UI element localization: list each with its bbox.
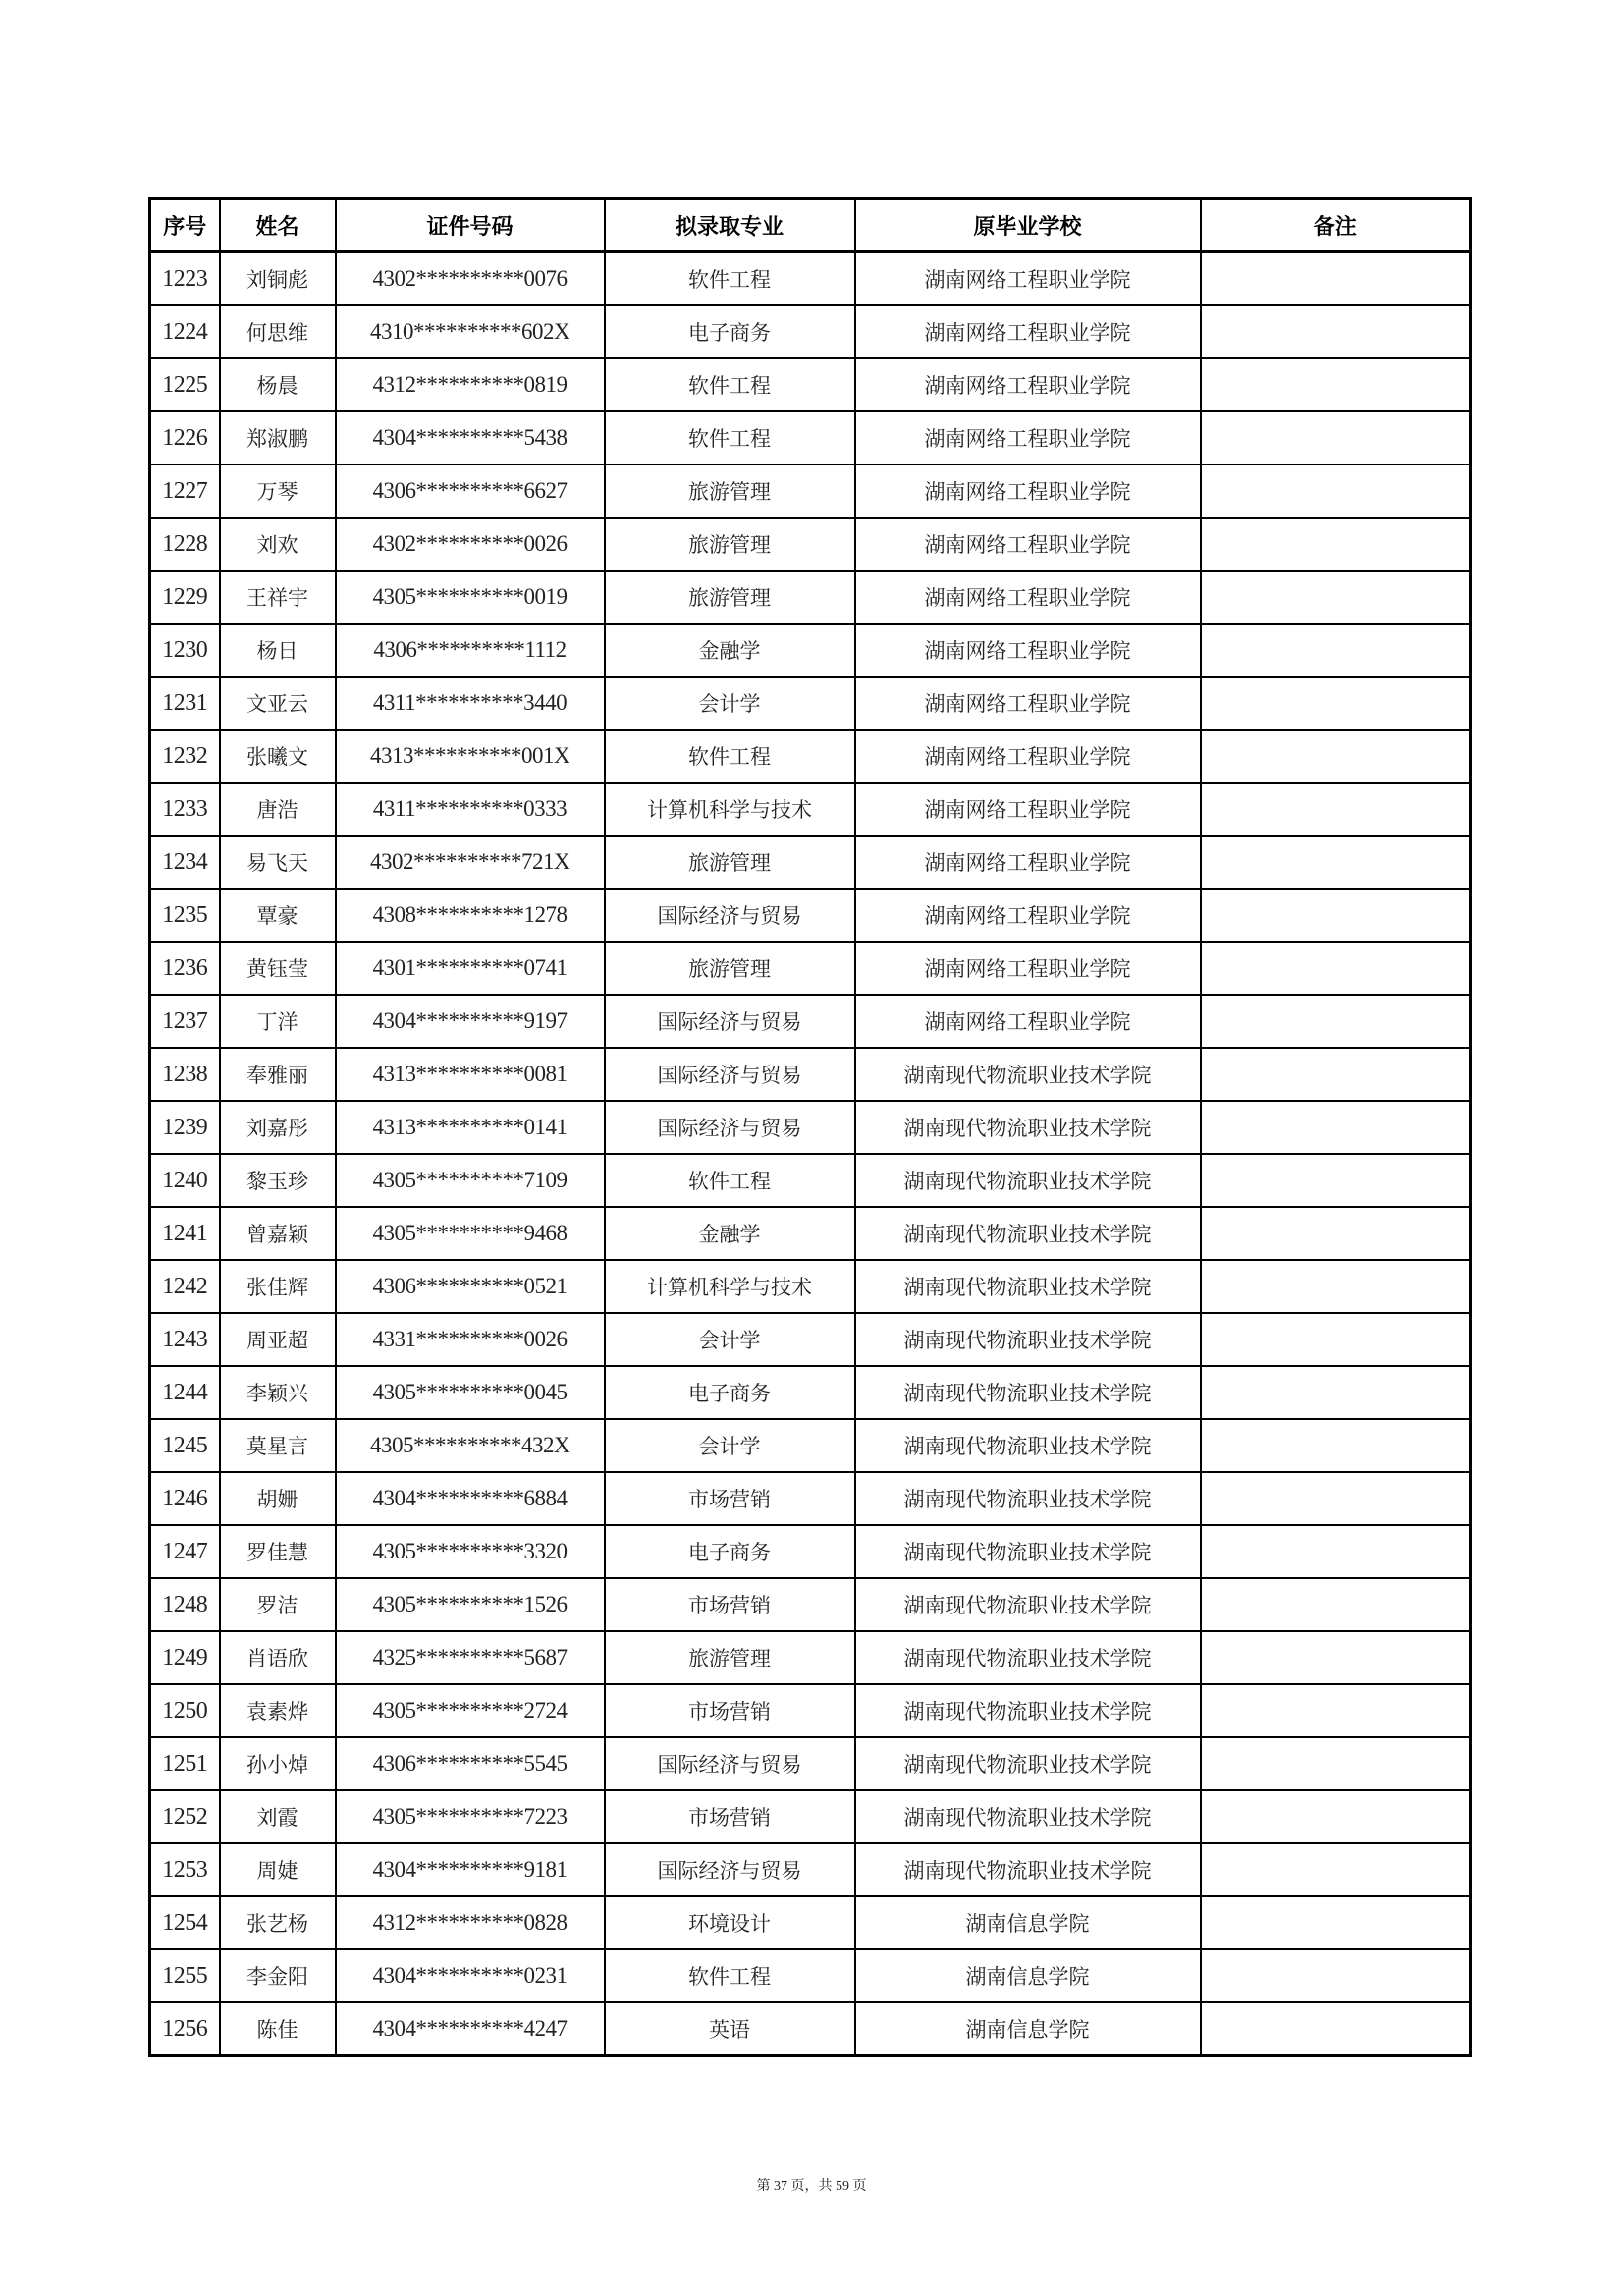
table-row bbox=[150, 1525, 1471, 1578]
table-row bbox=[150, 1101, 1471, 1154]
cell-major: 环境设计 bbox=[605, 1896, 855, 1949]
cell-note bbox=[1201, 305, 1471, 358]
cell-row-number: 1253 bbox=[150, 1843, 220, 1896]
cell-id-number: 4304**********0231 bbox=[336, 1949, 605, 2002]
cell-school: 湖南现代物流职业技术学院 bbox=[855, 1578, 1201, 1631]
cell-id-number: 4312**********0819 bbox=[336, 358, 605, 411]
cell-row-number: 1223 bbox=[150, 252, 220, 306]
cell-row-number: 1248 bbox=[150, 1578, 220, 1631]
cell-school: 湖南现代物流职业技术学院 bbox=[855, 1154, 1201, 1207]
cell-school: 湖南网络工程职业学院 bbox=[855, 571, 1201, 624]
table-row bbox=[150, 624, 1471, 677]
cell-student-name: 覃豪 bbox=[220, 889, 336, 942]
cell-note bbox=[1201, 1790, 1471, 1843]
cell-row-number: 1233 bbox=[150, 783, 220, 836]
cell-major: 金融学 bbox=[605, 624, 855, 677]
cell-note bbox=[1201, 1207, 1471, 1260]
cell-student-name: 张佳辉 bbox=[220, 1260, 336, 1313]
table-row bbox=[150, 1949, 1471, 2002]
cell-student-name: 陈佳 bbox=[220, 2002, 336, 2056]
table-row bbox=[150, 836, 1471, 889]
cell-student-name: 黄钰莹 bbox=[220, 942, 336, 995]
cell-school: 湖南现代物流职业技术学院 bbox=[855, 1737, 1201, 1790]
cell-major: 金融学 bbox=[605, 1207, 855, 1260]
cell-student-name: 唐浩 bbox=[220, 783, 336, 836]
cell-row-number: 1245 bbox=[150, 1419, 220, 1472]
cell-major: 市场营销 bbox=[605, 1790, 855, 1843]
cell-note bbox=[1201, 1472, 1471, 1525]
cell-note bbox=[1201, 1737, 1471, 1790]
column-header-note: 备注 bbox=[1201, 199, 1471, 252]
cell-student-name: 罗佳慧 bbox=[220, 1525, 336, 1578]
cell-student-name: 肖语欣 bbox=[220, 1631, 336, 1684]
cell-school: 湖南现代物流职业技术学院 bbox=[855, 1419, 1201, 1472]
cell-id-number: 4302**********721X bbox=[336, 836, 605, 889]
cell-school: 湖南信息学院 bbox=[855, 1949, 1201, 2002]
cell-student-name: 黎玉珍 bbox=[220, 1154, 336, 1207]
cell-id-number: 4305**********2724 bbox=[336, 1684, 605, 1737]
cell-id-number: 4305**********3320 bbox=[336, 1525, 605, 1578]
cell-id-number: 4306**********1112 bbox=[336, 624, 605, 677]
cell-major: 软件工程 bbox=[605, 358, 855, 411]
column-header-school: 原毕业学校 bbox=[855, 199, 1201, 252]
cell-major: 旅游管理 bbox=[605, 1631, 855, 1684]
cell-id-number: 4310**********602X bbox=[336, 305, 605, 358]
cell-row-number: 1256 bbox=[150, 2002, 220, 2056]
cell-major: 国际经济与贸易 bbox=[605, 1101, 855, 1154]
column-header-major: 拟录取专业 bbox=[605, 199, 855, 252]
cell-student-name: 莫星言 bbox=[220, 1419, 336, 1472]
cell-school: 湖南网络工程职业学院 bbox=[855, 305, 1201, 358]
cell-major: 旅游管理 bbox=[605, 571, 855, 624]
cell-student-name: 刘嘉彤 bbox=[220, 1101, 336, 1154]
cell-student-name: 易飞天 bbox=[220, 836, 336, 889]
cell-student-name: 刘霞 bbox=[220, 1790, 336, 1843]
column-header-no: 序号 bbox=[150, 199, 220, 252]
cell-major: 电子商务 bbox=[605, 1525, 855, 1578]
column-header-name: 姓名 bbox=[220, 199, 336, 252]
cell-note bbox=[1201, 465, 1471, 518]
cell-major: 国际经济与贸易 bbox=[605, 995, 855, 1048]
cell-major: 市场营销 bbox=[605, 1578, 855, 1631]
table-row bbox=[150, 252, 1471, 306]
table-row bbox=[150, 465, 1471, 518]
table-row bbox=[150, 677, 1471, 730]
cell-id-number: 4331**********0026 bbox=[336, 1313, 605, 1366]
cell-row-number: 1228 bbox=[150, 518, 220, 571]
table-row bbox=[150, 1472, 1471, 1525]
cell-school: 湖南网络工程职业学院 bbox=[855, 836, 1201, 889]
cell-row-number: 1230 bbox=[150, 624, 220, 677]
cell-school: 湖南网络工程职业学院 bbox=[855, 889, 1201, 942]
cell-row-number: 1247 bbox=[150, 1525, 220, 1578]
admission-list-table bbox=[148, 197, 1472, 2057]
cell-school: 湖南现代物流职业技术学院 bbox=[855, 1313, 1201, 1366]
cell-id-number: 4308**********1278 bbox=[336, 889, 605, 942]
cell-note bbox=[1201, 1101, 1471, 1154]
cell-major: 电子商务 bbox=[605, 305, 855, 358]
cell-school: 湖南现代物流职业技术学院 bbox=[855, 1101, 1201, 1154]
cell-id-number: 4305**********0019 bbox=[336, 571, 605, 624]
table-row bbox=[150, 1366, 1471, 1419]
table-body bbox=[150, 252, 1471, 2056]
cell-school: 湖南现代物流职业技术学院 bbox=[855, 1843, 1201, 1896]
cell-student-name: 曾嘉颖 bbox=[220, 1207, 336, 1260]
cell-id-number: 4304**********9181 bbox=[336, 1843, 605, 1896]
cell-id-number: 4304**********9197 bbox=[336, 995, 605, 1048]
cell-major: 市场营销 bbox=[605, 1684, 855, 1737]
cell-note bbox=[1201, 358, 1471, 411]
cell-student-name: 李金阳 bbox=[220, 1949, 336, 2002]
cell-id-number: 4305**********1526 bbox=[336, 1578, 605, 1631]
cell-school: 湖南现代物流职业技术学院 bbox=[855, 1207, 1201, 1260]
cell-student-name: 张曦文 bbox=[220, 730, 336, 783]
cell-note bbox=[1201, 730, 1471, 783]
cell-row-number: 1254 bbox=[150, 1896, 220, 1949]
cell-major: 会计学 bbox=[605, 677, 855, 730]
table-header-row bbox=[150, 199, 1471, 252]
cell-major: 软件工程 bbox=[605, 1949, 855, 2002]
cell-note bbox=[1201, 836, 1471, 889]
cell-id-number: 4305**********7109 bbox=[336, 1154, 605, 1207]
cell-id-number: 4305**********7223 bbox=[336, 1790, 605, 1843]
cell-major: 计算机科学与技术 bbox=[605, 783, 855, 836]
cell-row-number: 1232 bbox=[150, 730, 220, 783]
cell-major: 软件工程 bbox=[605, 730, 855, 783]
cell-note bbox=[1201, 1048, 1471, 1101]
cell-school: 湖南网络工程职业学院 bbox=[855, 252, 1201, 306]
cell-id-number: 4313**********0141 bbox=[336, 1101, 605, 1154]
table-row bbox=[150, 358, 1471, 411]
cell-row-number: 1237 bbox=[150, 995, 220, 1048]
cell-note bbox=[1201, 571, 1471, 624]
cell-row-number: 1225 bbox=[150, 358, 220, 411]
cell-major: 计算机科学与技术 bbox=[605, 1260, 855, 1313]
cell-row-number: 1250 bbox=[150, 1684, 220, 1737]
cell-school: 湖南网络工程职业学院 bbox=[855, 995, 1201, 1048]
cell-note bbox=[1201, 1631, 1471, 1684]
cell-school: 湖南网络工程职业学院 bbox=[855, 624, 1201, 677]
cell-major: 英语 bbox=[605, 2002, 855, 2056]
cell-id-number: 4305**********9468 bbox=[336, 1207, 605, 1260]
cell-school: 湖南网络工程职业学院 bbox=[855, 358, 1201, 411]
cell-school: 湖南现代物流职业技术学院 bbox=[855, 1260, 1201, 1313]
cell-row-number: 1242 bbox=[150, 1260, 220, 1313]
table-row bbox=[150, 1896, 1471, 1949]
column-header-id: 证件号码 bbox=[336, 199, 605, 252]
page-number: 第 37 页，共 59 页 bbox=[756, 2179, 867, 2194]
cell-student-name: 丁洋 bbox=[220, 995, 336, 1048]
cell-id-number: 4311**********0333 bbox=[336, 783, 605, 836]
table-row bbox=[150, 1207, 1471, 1260]
cell-note bbox=[1201, 1419, 1471, 1472]
cell-major: 旅游管理 bbox=[605, 942, 855, 995]
cell-note bbox=[1201, 1949, 1471, 2002]
cell-major: 会计学 bbox=[605, 1419, 855, 1472]
table-row bbox=[150, 942, 1471, 995]
cell-id-number: 4313**********0081 bbox=[336, 1048, 605, 1101]
cell-row-number: 1234 bbox=[150, 836, 220, 889]
cell-student-name: 奉雅丽 bbox=[220, 1048, 336, 1101]
cell-school: 湖南信息学院 bbox=[855, 2002, 1201, 2056]
cell-student-name: 刘铜彪 bbox=[220, 252, 336, 306]
cell-major: 软件工程 bbox=[605, 1154, 855, 1207]
cell-row-number: 1236 bbox=[150, 942, 220, 995]
table-row bbox=[150, 995, 1471, 1048]
cell-row-number: 1241 bbox=[150, 1207, 220, 1260]
cell-major: 国际经济与贸易 bbox=[605, 889, 855, 942]
cell-id-number: 4305**********432X bbox=[336, 1419, 605, 1472]
cell-school: 湖南网络工程职业学院 bbox=[855, 783, 1201, 836]
cell-student-name: 杨晨 bbox=[220, 358, 336, 411]
cell-note bbox=[1201, 1260, 1471, 1313]
cell-id-number: 4306**********5545 bbox=[336, 1737, 605, 1790]
table-row bbox=[150, 2002, 1471, 2056]
cell-id-number: 4306**********6627 bbox=[336, 465, 605, 518]
cell-row-number: 1235 bbox=[150, 889, 220, 942]
cell-student-name: 万琴 bbox=[220, 465, 336, 518]
cell-note bbox=[1201, 1313, 1471, 1366]
cell-id-number: 4306**********0521 bbox=[336, 1260, 605, 1313]
cell-student-name: 罗洁 bbox=[220, 1578, 336, 1631]
cell-school: 湖南网络工程职业学院 bbox=[855, 942, 1201, 995]
cell-major: 旅游管理 bbox=[605, 465, 855, 518]
cell-student-name: 袁素烨 bbox=[220, 1684, 336, 1737]
cell-school: 湖南现代物流职业技术学院 bbox=[855, 1631, 1201, 1684]
cell-major: 电子商务 bbox=[605, 1366, 855, 1419]
cell-row-number: 1229 bbox=[150, 571, 220, 624]
cell-school: 湖南网络工程职业学院 bbox=[855, 465, 1201, 518]
table-row bbox=[150, 518, 1471, 571]
cell-row-number: 1244 bbox=[150, 1366, 220, 1419]
table-row bbox=[150, 1260, 1471, 1313]
cell-student-name: 张艺杨 bbox=[220, 1896, 336, 1949]
table-row bbox=[150, 305, 1471, 358]
cell-student-name: 文亚云 bbox=[220, 677, 336, 730]
cell-note bbox=[1201, 942, 1471, 995]
cell-note bbox=[1201, 1578, 1471, 1631]
cell-student-name: 刘欢 bbox=[220, 518, 336, 571]
cell-major: 会计学 bbox=[605, 1313, 855, 1366]
table-row bbox=[150, 1631, 1471, 1684]
cell-major: 国际经济与贸易 bbox=[605, 1737, 855, 1790]
table-row bbox=[150, 1790, 1471, 1843]
cell-id-number: 4304**********5438 bbox=[336, 411, 605, 465]
cell-row-number: 1246 bbox=[150, 1472, 220, 1525]
cell-student-name: 李颖兴 bbox=[220, 1366, 336, 1419]
cell-row-number: 1239 bbox=[150, 1101, 220, 1154]
cell-student-name: 周婕 bbox=[220, 1843, 336, 1896]
cell-row-number: 1231 bbox=[150, 677, 220, 730]
table-row bbox=[150, 1313, 1471, 1366]
cell-school: 湖南网络工程职业学院 bbox=[855, 677, 1201, 730]
table-row bbox=[150, 1684, 1471, 1737]
cell-id-number: 4302**********0026 bbox=[336, 518, 605, 571]
cell-id-number: 4305**********0045 bbox=[336, 1366, 605, 1419]
cell-row-number: 1243 bbox=[150, 1313, 220, 1366]
cell-school: 湖南现代物流职业技术学院 bbox=[855, 1048, 1201, 1101]
cell-id-number: 4325**********5687 bbox=[336, 1631, 605, 1684]
cell-id-number: 4311**********3440 bbox=[336, 677, 605, 730]
cell-major: 国际经济与贸易 bbox=[605, 1048, 855, 1101]
cell-row-number: 1238 bbox=[150, 1048, 220, 1101]
cell-note bbox=[1201, 889, 1471, 942]
cell-student-name: 胡姗 bbox=[220, 1472, 336, 1525]
cell-student-name: 周亚超 bbox=[220, 1313, 336, 1366]
cell-school: 湖南网络工程职业学院 bbox=[855, 411, 1201, 465]
cell-id-number: 4312**********0828 bbox=[336, 1896, 605, 1949]
cell-id-number: 4301**********0741 bbox=[336, 942, 605, 995]
cell-school: 湖南现代物流职业技术学院 bbox=[855, 1525, 1201, 1578]
cell-note bbox=[1201, 518, 1471, 571]
cell-note bbox=[1201, 1684, 1471, 1737]
cell-row-number: 1226 bbox=[150, 411, 220, 465]
cell-note bbox=[1201, 1154, 1471, 1207]
cell-school: 湖南信息学院 bbox=[855, 1896, 1201, 1949]
table-row bbox=[150, 783, 1471, 836]
cell-note bbox=[1201, 783, 1471, 836]
cell-row-number: 1227 bbox=[150, 465, 220, 518]
table-row bbox=[150, 411, 1471, 465]
table-row bbox=[150, 1578, 1471, 1631]
cell-major: 市场营销 bbox=[605, 1472, 855, 1525]
cell-student-name: 王祥宇 bbox=[220, 571, 336, 624]
cell-id-number: 4302**********0076 bbox=[336, 252, 605, 306]
cell-major: 国际经济与贸易 bbox=[605, 1843, 855, 1896]
cell-student-name: 孙小焯 bbox=[220, 1737, 336, 1790]
cell-student-name: 杨日 bbox=[220, 624, 336, 677]
cell-school: 湖南网络工程职业学院 bbox=[855, 730, 1201, 783]
cell-school: 湖南现代物流职业技术学院 bbox=[855, 1472, 1201, 1525]
table-row bbox=[150, 1737, 1471, 1790]
cell-row-number: 1252 bbox=[150, 1790, 220, 1843]
cell-note bbox=[1201, 1896, 1471, 1949]
cell-id-number: 4304**********4247 bbox=[336, 2002, 605, 2056]
cell-note bbox=[1201, 995, 1471, 1048]
cell-note bbox=[1201, 677, 1471, 730]
table-row bbox=[150, 1419, 1471, 1472]
cell-note bbox=[1201, 624, 1471, 677]
cell-row-number: 1249 bbox=[150, 1631, 220, 1684]
cell-row-number: 1240 bbox=[150, 1154, 220, 1207]
table-row bbox=[150, 889, 1471, 942]
cell-student-name: 何思维 bbox=[220, 305, 336, 358]
cell-school: 湖南现代物流职业技术学院 bbox=[855, 1366, 1201, 1419]
cell-school: 湖南网络工程职业学院 bbox=[855, 518, 1201, 571]
cell-id-number: 4313**********001X bbox=[336, 730, 605, 783]
cell-major: 软件工程 bbox=[605, 411, 855, 465]
cell-note bbox=[1201, 1843, 1471, 1896]
table-row bbox=[150, 730, 1471, 783]
cell-note bbox=[1201, 411, 1471, 465]
cell-note bbox=[1201, 252, 1471, 306]
cell-major: 旅游管理 bbox=[605, 518, 855, 571]
table-row bbox=[150, 571, 1471, 624]
cell-row-number: 1251 bbox=[150, 1737, 220, 1790]
cell-major: 软件工程 bbox=[605, 252, 855, 306]
table-row bbox=[150, 1843, 1471, 1896]
table-row bbox=[150, 1154, 1471, 1207]
cell-school: 湖南现代物流职业技术学院 bbox=[855, 1684, 1201, 1737]
cell-student-name: 郑淑鹏 bbox=[220, 411, 336, 465]
cell-note bbox=[1201, 1525, 1471, 1578]
cell-row-number: 1255 bbox=[150, 1949, 220, 2002]
cell-row-number: 1224 bbox=[150, 305, 220, 358]
cell-major: 旅游管理 bbox=[605, 836, 855, 889]
cell-note bbox=[1201, 2002, 1471, 2056]
table-row bbox=[150, 1048, 1471, 1101]
cell-school: 湖南现代物流职业技术学院 bbox=[855, 1790, 1201, 1843]
cell-note bbox=[1201, 1366, 1471, 1419]
cell-id-number: 4304**********6884 bbox=[336, 1472, 605, 1525]
